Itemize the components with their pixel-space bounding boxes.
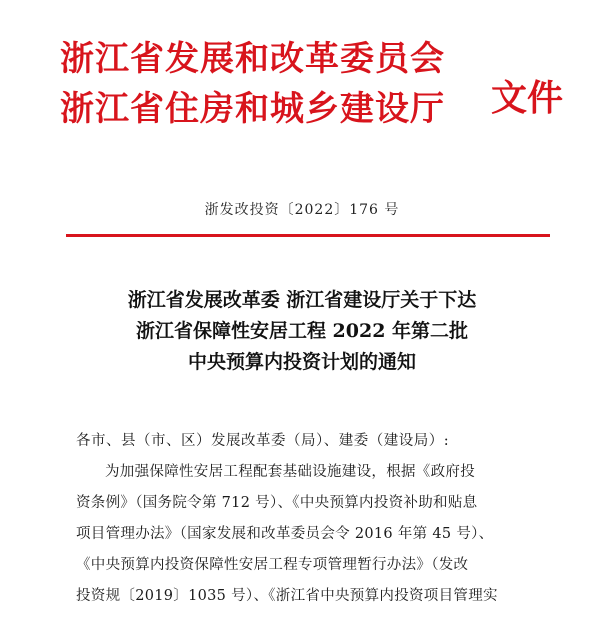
paragraph-line: 《中央预算内投资保障性安居工程专项管理暂行办法》（发改 bbox=[76, 557, 469, 573]
document-title bbox=[0, 285, 604, 378]
document-body bbox=[76, 426, 556, 612]
document-number: 浙发改投资〔2022〕176 号 bbox=[204, 202, 400, 218]
paragraph-line: 项目管理办法》（国家发展和改革委员会令 2016 年第 45 号）、 bbox=[76, 526, 494, 542]
paragraph-line: 为加强保障性安居工程配套基础设施建设，根据《政府投 bbox=[105, 464, 475, 480]
issuing-org-2: 浙江省住房和城乡建设厅 bbox=[60, 89, 445, 129]
title-line-2: 浙江省保障性安居工程 2022 年第二批 bbox=[135, 320, 469, 342]
paragraph-line: 投资规〔2019〕1035 号）、《浙江省中央预算内投资项目管理实 bbox=[76, 588, 498, 604]
document-type-label: 文件 bbox=[491, 78, 564, 119]
title-line-1: 浙江省发展改革委 浙江省建设厅关于下达 bbox=[127, 289, 477, 311]
salutation: 各市、县（市、区）发展改革委（局）、建委（建设局）: bbox=[76, 433, 450, 449]
document-header bbox=[60, 34, 540, 134]
issuing-org-1: 浙江省发展和改革委员会 bbox=[60, 39, 445, 79]
red-separator-line bbox=[66, 234, 550, 237]
title-line-3: 中央预算内投资计划的通知 bbox=[187, 351, 416, 373]
paragraph-line: 资条例》（国务院令第 712 号）、《中央预算内投资补助和贴息 bbox=[76, 495, 478, 511]
